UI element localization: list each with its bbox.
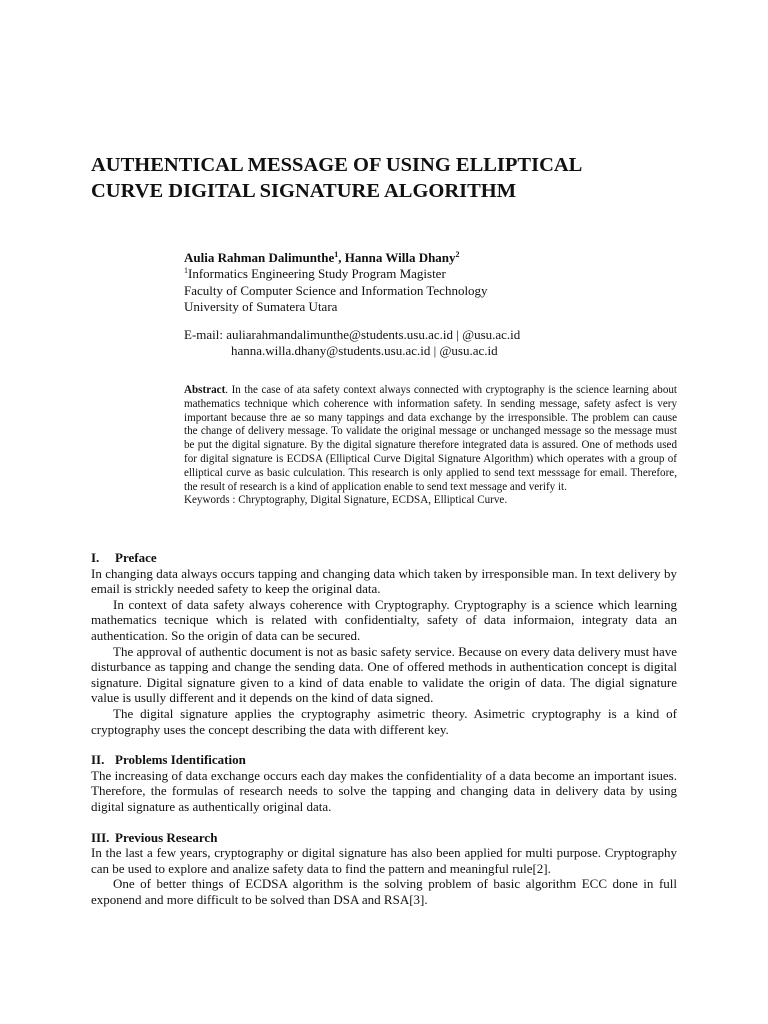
affiliation-1: Informatics Engineering Study Program Magister: [188, 266, 446, 282]
author-2: Hanna Willa Dhany: [344, 250, 456, 265]
paragraph: The increasing of data exchange occurs each day makes the confidentiality of a data become an important isues. Therefore, the formulas of research needs to solve the tapping and changing data in delivery data by using digital signature as authentically original data.: [91, 767, 677, 814]
section-title: Preface: [115, 550, 157, 565]
section-title: Problems Identification: [115, 752, 246, 768]
author-1: Aulia Rahman Dalimunthe: [184, 250, 335, 265]
section-heading-problems: [91, 752, 677, 768]
section-spacer: [91, 815, 677, 830]
email-line-2: hanna.willa.dhany@students.usu.ac.id | @usu.ac.id: [231, 343, 498, 359]
section-number: I.: [91, 550, 100, 565]
paragraph: In changing data always occurs tapping and changing data which taken by irresponsible man. In text delivery by email is strickly needed safety to keep the original data.: [91, 565, 677, 597]
section-number: II.: [91, 752, 105, 768]
paragraph: In the last a few years, cryptography or digital signature has also been applied for multi purpose. Cryptography can be used to explore and analize safety data to find the pattern and meaningful rule[2].: [91, 845, 677, 876]
email-block: [184, 327, 520, 360]
author-1-sup: 1: [334, 250, 339, 259]
section-title: Previous Research: [115, 829, 218, 845]
email-line-1: E-mail: auliarahmandalimunthe@students.usu.ac.id | @usu.ac.id: [184, 327, 521, 342]
paragraph: One of better things of ECDSA algorithm is the solving problem of basic algorithm ECC done in full exponend and more difficult to be solved than DSA and RSA[3].: [91, 876, 677, 907]
section-number: III.: [91, 829, 110, 845]
title-line-2: CURVE DIGITAL SIGNATURE ALGORITHM: [91, 180, 517, 202]
keywords: Keywords : Chryptography, Digital Signature, ECDSA, Elliptical Curve.: [184, 494, 508, 507]
section-heading-preface: [91, 550, 677, 566]
affiliation-sup: 1: [184, 266, 188, 276]
abstract-paragraph: [184, 384, 677, 494]
paper-body: [91, 550, 677, 907]
author-separator: ,: [338, 250, 345, 265]
abstract: [184, 384, 677, 508]
affiliation-2: Faculty of Computer Science and Information Technology: [184, 282, 488, 298]
affiliation-line-1: [184, 266, 684, 282]
paragraph: The approval of authentic document is not as basic safety service. Because on every data delivery must have disturbance as tapping and change the sending data. One of offered methods in authentication concept is digital signature. Digital signature given to a kind of data enable to validate the origin of data. The digial signature value is usully different and it depends on the kind of data signed.: [91, 643, 677, 706]
paper-title: [91, 152, 691, 204]
author-names: [184, 250, 684, 266]
author-block: [184, 250, 684, 315]
affiliation-3: University of Sumatera Utara: [184, 298, 338, 314]
abstract-label: Abstract: [184, 384, 226, 396]
abstract-text: . In the case of ata safety context always connected with cryptography is the science learning about mathematics technique which coherence with information safety. In sending message, safety asfect is very important because thre ae so many tappings and data exchange by the irresponsible. The problem can cause the change of delivery message. To validate the original message or unchanged message so the message must be put the digital signature. By the digital signature therefore integrated data is assured. One of methods used for digital signature is ECDSA (Elliptical Curve Digital Signature Algorithm) which operates with a group of elliptical curve as basic culculation. This research is only applied to send text messsage for email. Therefore, the result of research is a kind of application enable to send text message and verify it.: [184, 384, 677, 493]
title-line-1: AUTHENTICAL MESSAGE OF USING ELLIPTICAL: [91, 154, 583, 176]
paragraph: The digital signature applies the cryptography asimetric theory. Asimetric cryptography is a kind of cryptography uses the concept describing the data with different key.: [91, 705, 677, 737]
section-heading-previous-research: [91, 830, 677, 846]
paragraph: In context of data safety always coherence with Cryptography. Cryptography is a science which learning mathematics tecnique which is related with confidentialty, safety of data informaion, integraty data an authentication. So the origin of data can be secured.: [91, 596, 677, 643]
author-2-sup: 2: [455, 250, 460, 259]
section-spacer: [91, 737, 677, 752]
